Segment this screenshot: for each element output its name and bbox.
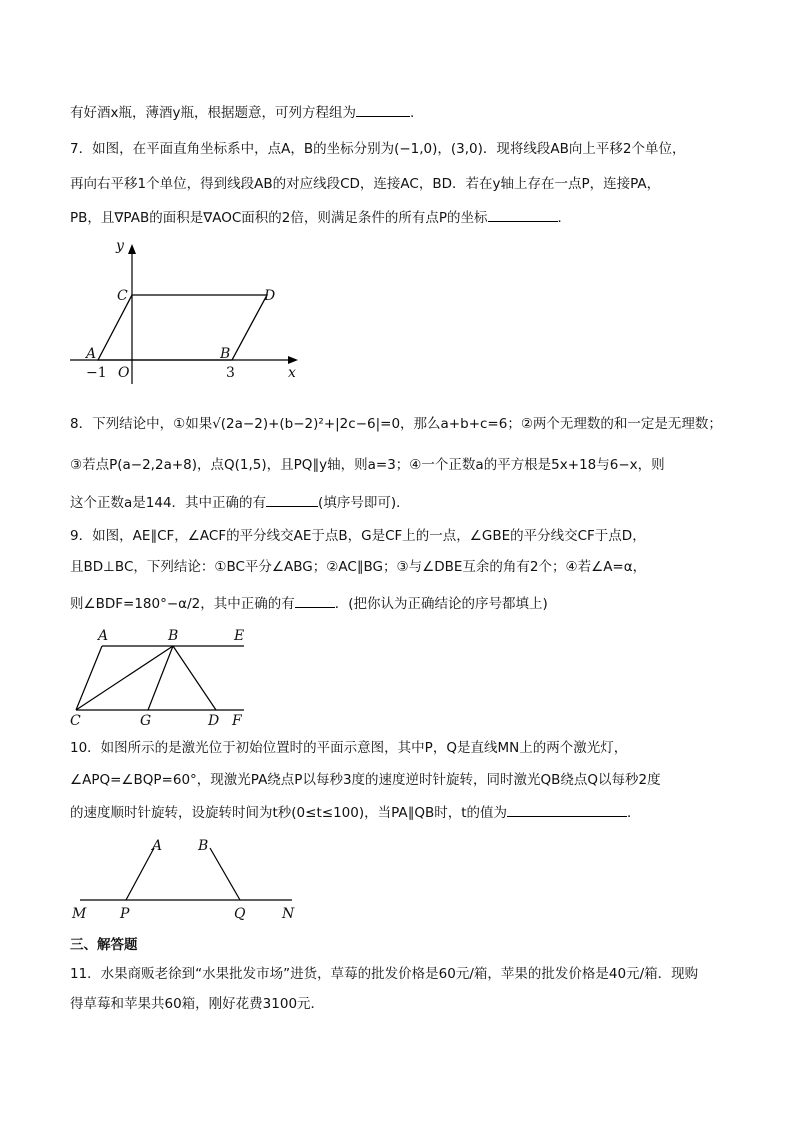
q11-line2: 得草莓和苹果共60箱，刚好花费3100元．	[70, 996, 325, 1012]
q10-line2: ∠APQ=∠BQP=60°，现激光PA绕点P以每秒3度的速度逆时针旋转，同时激光QB绕点Q以每秒2度	[70, 772, 661, 788]
q8-line3-text: 这个正数a是144．其中正确的有	[70, 495, 267, 511]
q9-label-B: B	[168, 628, 179, 644]
q7-y-arrow	[128, 244, 136, 254]
q7-label-y: y	[116, 238, 124, 254]
q7-label-D: D	[264, 288, 276, 304]
q10-ray-PA	[126, 848, 154, 900]
q7-line2: 再向右平移1个单位，得到线段AB的对应线段CD，连接AC，BD．若在y轴上存在一点P，连接PA，	[70, 176, 661, 192]
q9-line3-text: 则∠BDF=180°−α/2，其中正确的有	[70, 596, 295, 612]
q7-line3	[70, 207, 754, 228]
q7-label-C: C	[117, 288, 128, 304]
q9-label-G: G	[140, 713, 152, 728]
q9-line1: 9．如图，AE∥CF，∠ACF的平分线交AE于点B，G是CF上的一点，∠GBE的平分线交CF于点D，	[70, 528, 646, 544]
q8-line3	[70, 492, 754, 513]
q8-line2: ③若点P(a−2,2a+8)，点Q(1,5)，且PQ∥y轴，则a=3；④一个正数a的平方根是5x+18与6−x，则	[70, 457, 665, 473]
q7-parallelogram-acdb	[98, 295, 267, 360]
q8-line3-tail: (填序号即可)．	[318, 495, 410, 511]
q7-label-x: x	[288, 365, 296, 381]
q7-figure	[66, 236, 306, 384]
q10-label-B: B	[198, 838, 209, 854]
q10-label-N: N	[282, 906, 295, 922]
q10-ray-QB	[210, 848, 240, 900]
q7-answer-blank[interactable]	[488, 207, 558, 222]
q9-segment-BC	[76, 646, 173, 710]
q10-line3	[70, 802, 754, 823]
q10-figure	[66, 834, 306, 922]
q10-label-P: P	[120, 906, 130, 922]
q6-line1	[70, 102, 754, 123]
q9-label-C: C	[70, 713, 81, 728]
q10-line1: 10．如图所示的是激光位于初始位置时的平面示意图，其中P，Q是直线MN上的两个激光灯，	[70, 740, 628, 756]
q9-figure	[66, 624, 256, 728]
q9-label-A: A	[98, 628, 109, 644]
q9-segment-BG	[148, 646, 173, 710]
section-title: 三、解答题	[70, 937, 138, 953]
q9-segment-BD	[173, 646, 216, 710]
q7-label-3: 3	[226, 365, 235, 381]
q7-line1: 7．如图，在平面直角坐标系中，点A，B的坐标分别为(−1,0)，(3,0)．现将线段AB向上平移2个单位，	[70, 141, 686, 157]
q7-label-A: A	[86, 346, 97, 362]
q6-answer-blank[interactable]	[356, 102, 410, 117]
q9-label-F: F	[232, 713, 242, 728]
q10-label-M: M	[72, 906, 87, 922]
q7-end: ．	[557, 210, 572, 226]
q9-answer-blank[interactable]	[295, 593, 335, 608]
q7-line3-text: PB，且∇PAB的面积是∇AOC面积的2倍，则满足条件的所有点P的坐标	[70, 210, 488, 226]
q9-label-E: E	[234, 628, 245, 644]
q9-segment-AC	[76, 646, 102, 710]
q7-label-B: B	[220, 346, 231, 362]
q7-label-neg1: −1	[86, 365, 107, 381]
q7-x-arrow	[288, 356, 298, 364]
q7-label-O: O	[118, 365, 130, 381]
q10-line3-text: 的速度顺时针旋转，设旋转时间为t秒(0≤t≤100)，当PA∥QB时，t的值为	[70, 805, 508, 821]
q10-label-A: A	[152, 838, 163, 854]
q10-end: ．	[627, 805, 641, 821]
q9-line2: 且BD⊥BC，下列结论：①BC平分∠ABG；②AC∥BG；③与∠DBE互余的角有2个；④若∠A=α，	[70, 559, 647, 575]
q6-end: .	[409, 105, 415, 121]
q11-line1: 11．水果商贩老徐到“水果批发市场”进货，草莓的批发价格是60元/箱，苹果的批发价格是40元/箱．现购	[70, 966, 699, 982]
q10-answer-blank[interactable]	[507, 802, 627, 817]
q9-line3-tail: ．(把你认为正确结论的序号都填上)	[334, 596, 548, 612]
q9-line3	[70, 593, 754, 614]
q6-text: 有好酒x瓶，薄酒y瓶，根据题意，可列方程组为	[70, 105, 356, 121]
q9-label-D: D	[208, 713, 220, 728]
q8-line1: 8．下列结论中，①如果√(2a−2)+(b−2)²+|2c−6|=0，那么a+b+c=6；②两个无理数的和一定是无理数；	[70, 416, 722, 432]
q10-label-Q: Q	[234, 906, 246, 922]
q8-answer-blank[interactable]	[266, 492, 318, 507]
